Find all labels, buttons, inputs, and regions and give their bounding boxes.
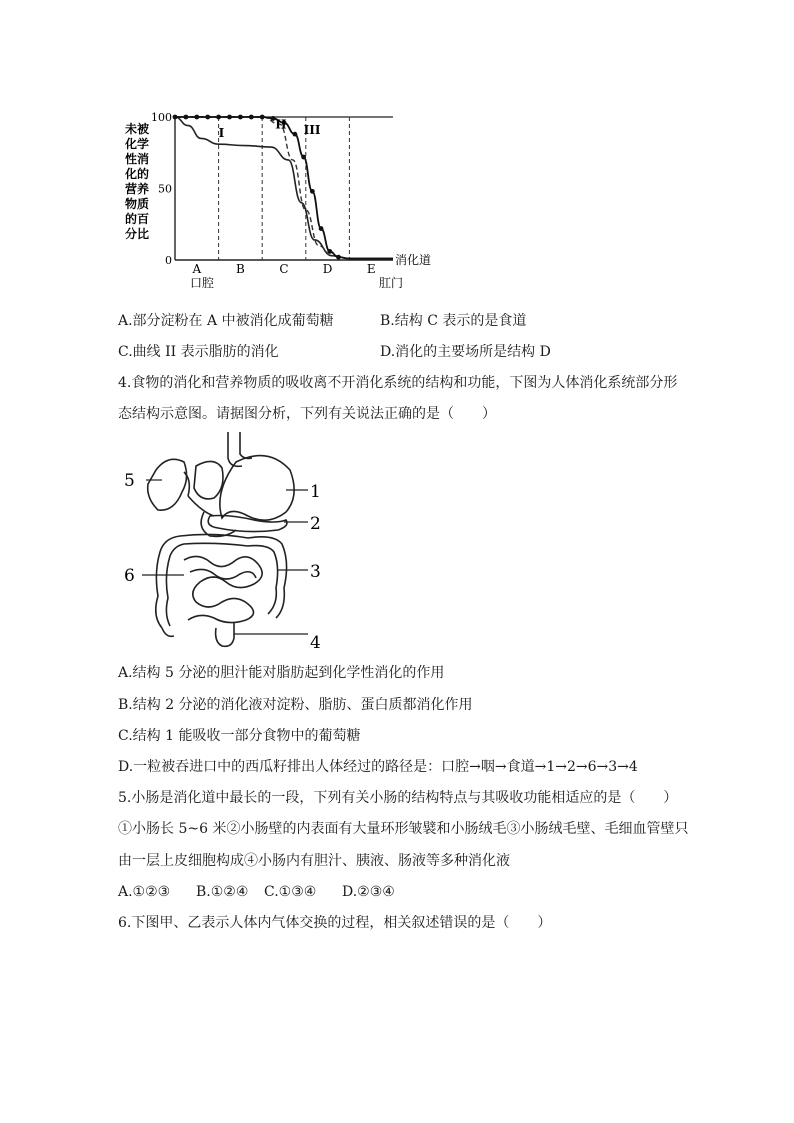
series-point-III [327, 249, 332, 254]
series-point-III [238, 115, 243, 120]
q3-option-a[interactable]: A.部分淀粉在 A 中被消化成葡萄糖 [118, 313, 334, 329]
series-point-III [227, 115, 232, 120]
series-point-III [310, 189, 315, 194]
q5-statement-line2: 由一层上皮细胞构成④小肠内有胆汁、胰液、肠液等多种消化液 [118, 853, 510, 869]
y-label-line: 物质 [125, 197, 150, 211]
q4-stem-line2: 态结构示意图。请据图分析，下列有关说法正确的是（ ） [118, 406, 496, 422]
digestion-curve-chart [125, 105, 445, 295]
digestive-system-diagram [118, 432, 338, 654]
diagram-label-1: 1 [310, 482, 321, 502]
liver-lobe-shape [194, 461, 223, 498]
series-label-I: I [218, 126, 225, 141]
series-point-III [184, 115, 189, 120]
appendix-shape [162, 628, 174, 636]
segment-labels [191, 262, 375, 276]
y-axis-label [125, 121, 150, 241]
x-axis-label: 消化道 [395, 253, 432, 267]
y-label-line: 化学 [125, 137, 150, 151]
series-point-III [205, 115, 210, 120]
series-point-III [260, 115, 265, 120]
q4-option-d[interactable]: D.一粒被吞进口中的西瓜籽排出人体经过的路径是：口腔→咽→食道→1→2→6→3→4 [118, 759, 638, 775]
series-label-III: III [303, 123, 321, 138]
series-point-III [249, 115, 254, 120]
series-point-III [293, 132, 298, 137]
stomach-shape [220, 456, 294, 521]
segment-note-mouth: 口腔 [190, 276, 215, 290]
diagram-label-2: 2 [310, 514, 321, 534]
q4-option-b[interactable]: B.结构 2 分泌的消化液对淀粉、脂肪、蛋白质都消化作用 [118, 697, 473, 713]
q4-stem-line1: 4.食物的消化和营养物质的吸收离不开消化系统的结构和功能，下图为人体消化系统部分形 [118, 375, 678, 391]
diagram-label-6: 6 [124, 566, 135, 586]
series-line-III [175, 117, 393, 259]
q4-option-a[interactable]: A.结构 5 分泌的胆汁能对脂肪起到化学性消化的作用 [118, 665, 445, 681]
series-point-III [216, 115, 221, 120]
y-label-line: 分比 [125, 227, 150, 241]
q3-option-c[interactable]: C.曲线 II 表示脂肪的消化 [118, 344, 279, 360]
y-ticks [151, 111, 172, 267]
rectum-shape [216, 622, 234, 646]
q5-statement-line1: ①小肠长 5~6 米②小肠壁的内表面有大量环形皱襞和小肠绒毛③小肠绒毛壁、毛细血管壁只 [118, 821, 689, 837]
y-tick-label: 0 [165, 254, 172, 267]
y-tick-label: 100 [151, 111, 172, 124]
series-label-II: II [275, 117, 287, 132]
small-intestine-shape [184, 556, 262, 622]
series-point-III [319, 226, 324, 231]
digestive-system-svg [118, 432, 338, 654]
small-intestine-loop [190, 569, 256, 579]
segment-label-B: B [235, 262, 245, 276]
segment-note-anus: 肛门 [379, 276, 404, 290]
large-intestine-inner [166, 543, 277, 626]
diagram-label-4: 4 [310, 633, 321, 653]
q5-option-d[interactable]: D.②③④ [342, 884, 395, 900]
y-tick-label: 50 [158, 182, 172, 196]
series-point-III [301, 155, 306, 160]
q4-option-c[interactable]: C.结构 1 能吸收一部分食物中的葡萄糖 [118, 728, 361, 744]
series-line-II [175, 117, 393, 259]
y-label-line: 未被 [125, 122, 150, 136]
y-label-line: 性消 [125, 152, 150, 166]
y-label-line: 的百 [125, 212, 150, 226]
chart-svg [125, 105, 445, 295]
segment-label-A: A [192, 262, 202, 276]
diagram-label-5: 5 [124, 471, 135, 491]
y-label-line: 化的 [125, 167, 150, 181]
q5-option-a[interactable]: A.①②③ [118, 884, 171, 900]
q5-option-c[interactable]: C.①③④ [264, 884, 317, 900]
segment-label-C: C [279, 262, 289, 276]
y-label-line: 营养 [125, 182, 150, 196]
segment-label-D: D [322, 262, 333, 276]
series-point-III [173, 115, 178, 120]
series-line-I [175, 117, 393, 259]
segment-label-E: E [366, 262, 376, 276]
series-point-III [336, 255, 341, 260]
series-point-III [194, 115, 199, 120]
esophagus-shape-inner [240, 432, 252, 459]
series-group [173, 115, 393, 260]
q6-stem: 6.下图甲、乙表示人体内气体交换的过程，相关叙述错误的是（ ） [118, 915, 552, 931]
chart-frame [175, 117, 393, 260]
segment-dividers [219, 117, 350, 260]
q3-option-b[interactable]: B.结构 C 表示的是食道 [380, 313, 527, 329]
liver-shape [148, 459, 187, 510]
diagram-label-3: 3 [310, 562, 321, 582]
q3-option-d[interactable]: D.消化的主要场所是结构 D [380, 344, 551, 360]
q5-option-b[interactable]: B.①②④ [196, 884, 249, 900]
q5-stem: 5.小肠是消化道中最长的一段，下列有关小肠的结构特点与其吸收功能相适应的是（ ） [118, 790, 678, 806]
